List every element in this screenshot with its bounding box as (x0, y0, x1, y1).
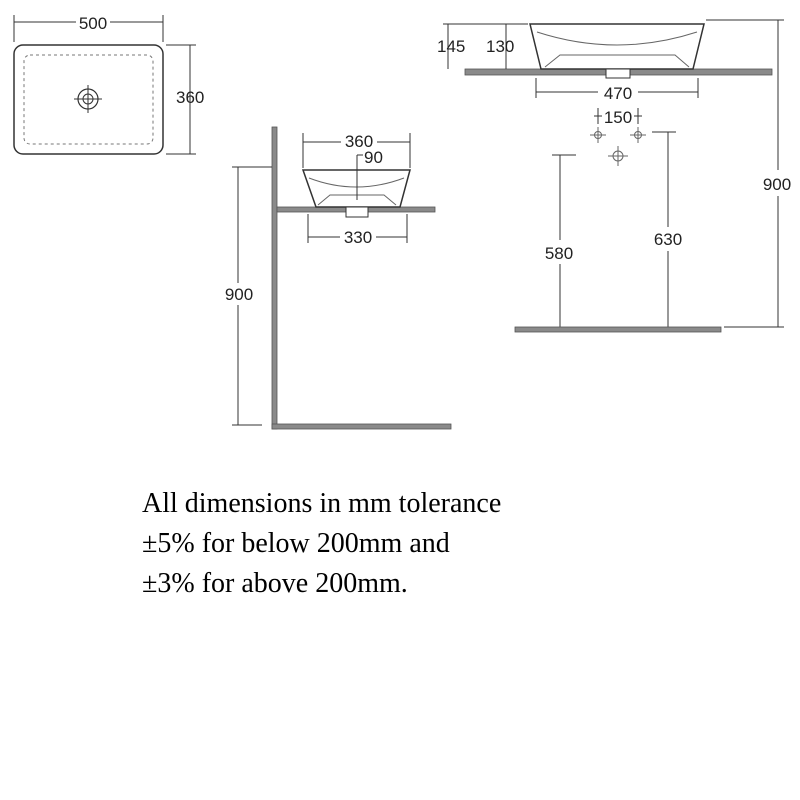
top-depth-label: 360 (176, 88, 205, 107)
side-waste (346, 207, 368, 217)
front-tap-spacing-label: 150 (603, 108, 633, 127)
front-floor (515, 327, 721, 332)
front-counter-height-label: 900 (762, 175, 792, 194)
front-view (437, 20, 798, 332)
front-base-width-label: 470 (603, 84, 633, 103)
front-right-service-height-label: 630 (653, 230, 683, 249)
side-base-width-label: 330 (343, 228, 373, 247)
front-basin-profile (530, 24, 704, 69)
side-view (222, 127, 451, 429)
front-overall-height-label: 145 (437, 37, 466, 56)
top-view (14, 12, 204, 154)
tap-hole-icon (590, 127, 606, 143)
side-height-label: 900 (224, 285, 254, 304)
note-line-1: All dimensions in mm tolerance (142, 488, 502, 519)
front-waste (606, 69, 630, 78)
waste-outlet-icon (74, 85, 102, 113)
tolerance-note (142, 484, 702, 604)
front-left-service-height-label: 580 (544, 244, 574, 263)
note-line-3: ±3% for above 200mm. (142, 568, 408, 599)
side-waste-offset-label: 90 (364, 148, 383, 167)
tap-hole-icon-right (630, 127, 646, 143)
wall (272, 127, 277, 429)
waste-point-icon (608, 146, 628, 166)
note-line-2: ±5% for below 200mm and (142, 528, 450, 559)
front-bowl-height-label: 130 (486, 37, 515, 56)
floor (272, 424, 451, 429)
top-width-label: 500 (78, 14, 108, 33)
side-top-width-label: 360 (344, 132, 374, 151)
